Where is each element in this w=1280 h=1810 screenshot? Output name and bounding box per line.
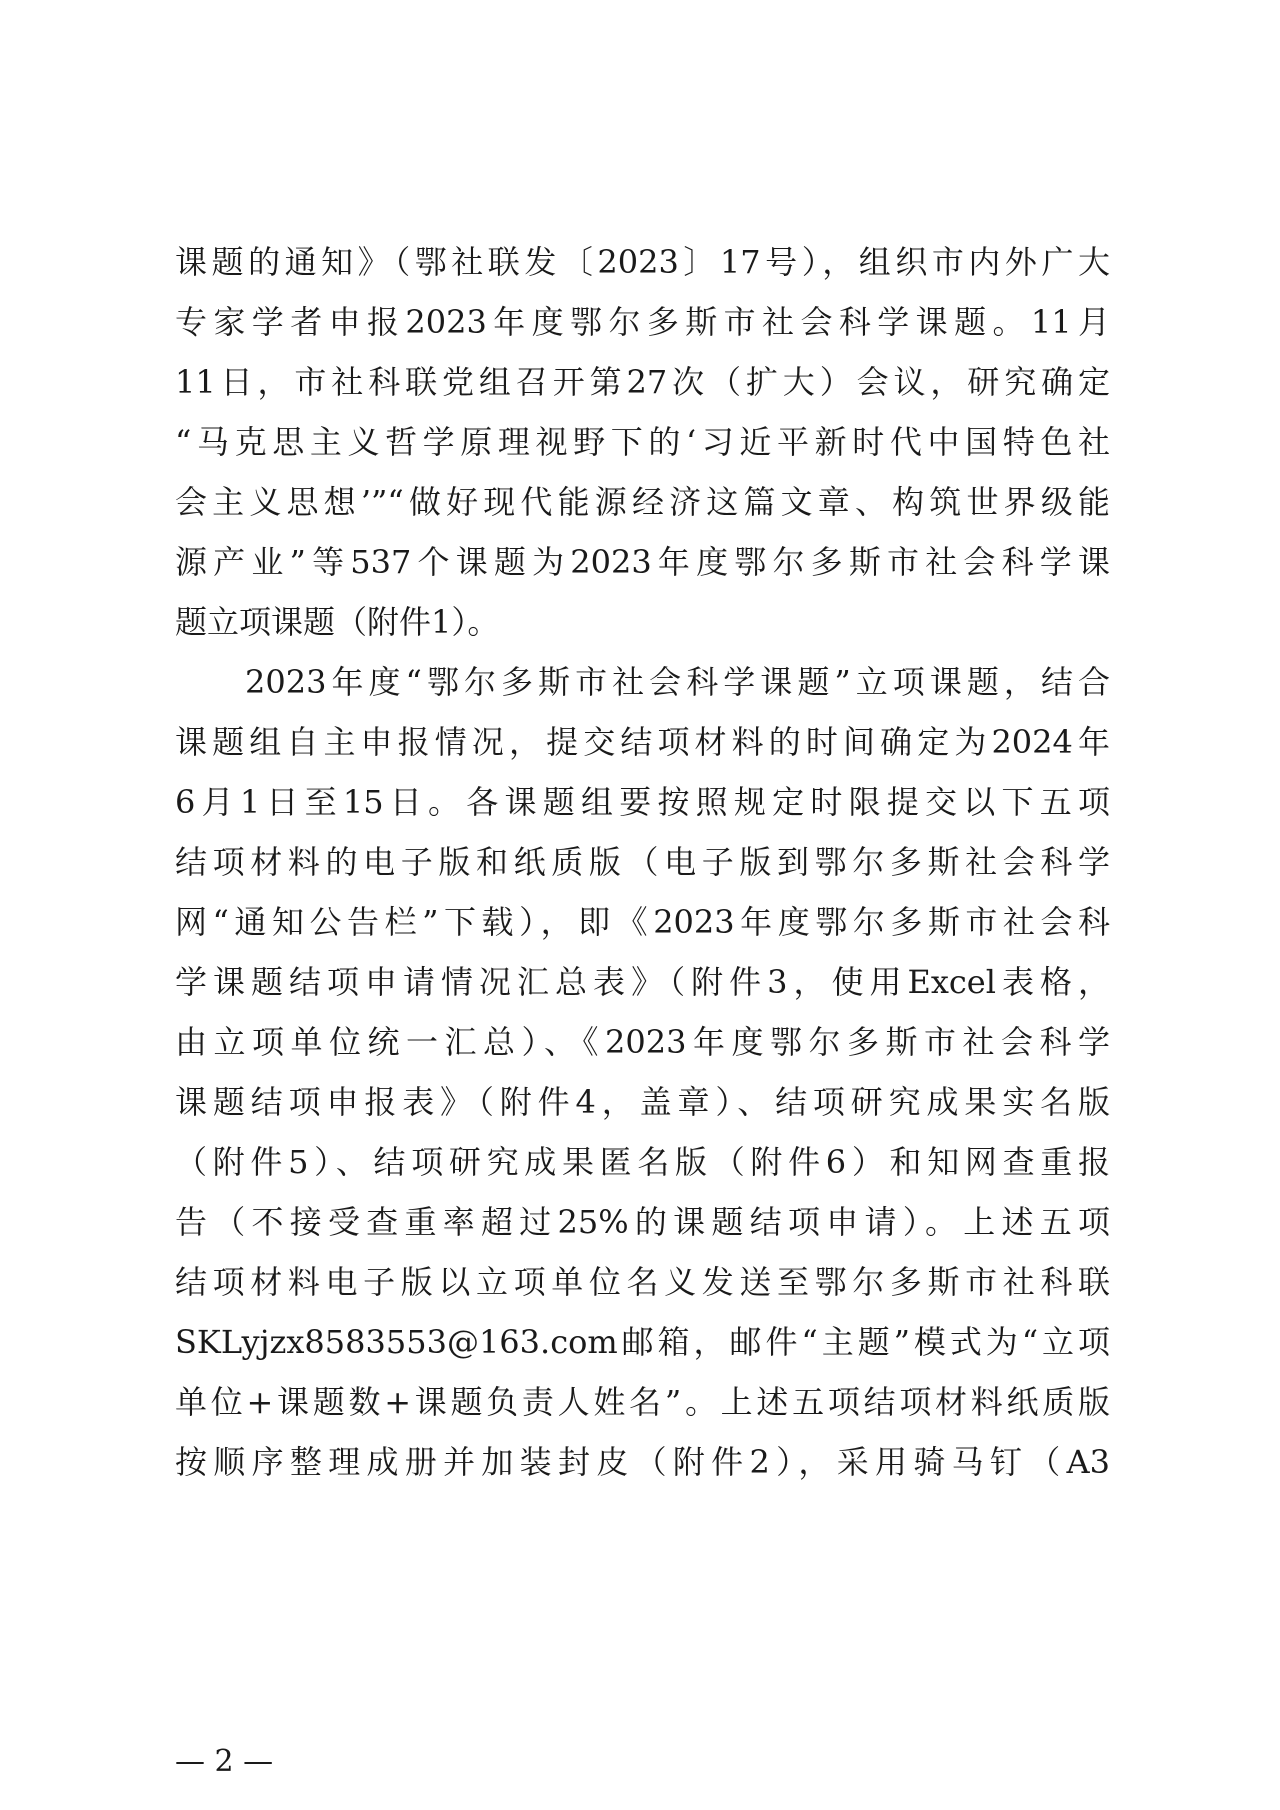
text-line: 11日，市社科联党组召开第27次（扩大）会议，研究确定 <box>175 363 1110 401</box>
text-line: 专家学者申报2023年度鄂尔多斯市社会科学课题。11月 <box>175 303 1110 341</box>
text-line: 结项材料电子版以立项单位名义发送至鄂尔多斯市社科联 <box>175 1263 1110 1301</box>
text-line: 课题组自主申报情况，提交结项材料的时间确定为2024年 <box>175 723 1110 761</box>
text-line: 按顺序整理成册并加装封皮（附件2），采用骑马钉（A3 <box>175 1443 1110 1481</box>
text-line: 课题的通知》（鄂社联发〔2023〕17号），组织市内外广大 <box>175 243 1110 281</box>
text-line: 会主义思想’”“做好现代能源经济这篇文章、构筑世界级能 <box>175 483 1110 521</box>
paragraph-1 <box>175 232 1110 652</box>
paragraph-2 <box>175 652 1110 1492</box>
text-line: 课题结项申报表》（附件4，盖章）、结项研究成果实名版 <box>175 1083 1110 1121</box>
body-text <box>175 232 1110 1492</box>
text-line: （附件5）、结项研究成果匿名版（附件6）和知网查重报 <box>175 1143 1110 1181</box>
page-number: — 2 — <box>175 1744 274 1779</box>
text-line: SKLyjzx8583553@163.com邮箱，邮件“主题”模式为“立项 <box>175 1323 1110 1361</box>
text-line: 由立项单位统一汇总）、《2023年度鄂尔多斯市社会科学 <box>175 1023 1110 1061</box>
text-line: “马克思主义哲学原理视野下的‘习近平新时代中国特色社 <box>175 423 1110 461</box>
text-line: 告（不接受查重率超过25%的课题结项申请）。上述五项 <box>175 1203 1110 1241</box>
text-line: 6月1日至15日。各课题组要按照规定时限提交以下五项 <box>175 783 1110 821</box>
text-line: 题立项课题（附件1）。 <box>175 603 500 641</box>
text-line: 单位+课题数+课题负责人姓名”。上述五项结项材料纸质版 <box>175 1383 1110 1421</box>
text-line: 2023年度“鄂尔多斯市社会科学课题”立项课题，结合 <box>245 663 1110 701</box>
text-line: 学课题结项申请情况汇总表》（附件3，使用Excel表格， <box>175 963 1110 1001</box>
text-line: 网“通知公告栏”下载），即《2023年度鄂尔多斯市社会科 <box>175 903 1110 941</box>
text-line: 源产业”等537个课题为2023年度鄂尔多斯市社会科学课 <box>175 543 1110 581</box>
text-line: 结项材料的电子版和纸质版（电子版到鄂尔多斯社会科学 <box>175 843 1110 881</box>
